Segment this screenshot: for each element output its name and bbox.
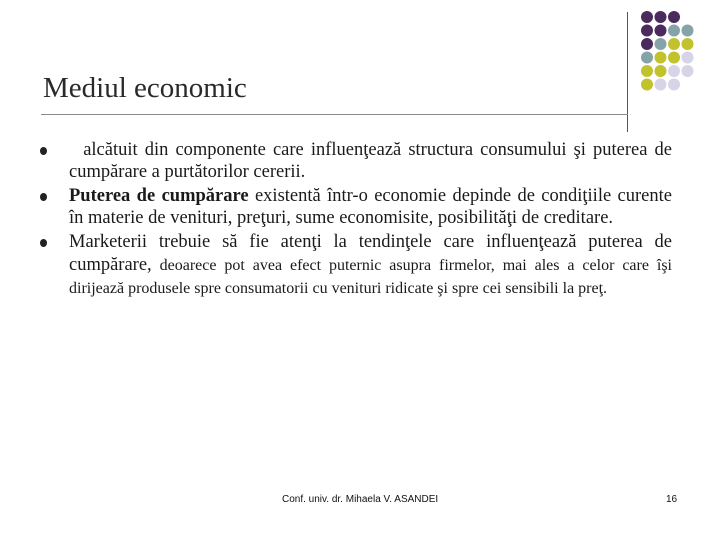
bullet-bold-text: Puterea de cumpărare <box>69 186 249 206</box>
decorative-dot <box>682 52 694 64</box>
decorative-dot <box>682 65 694 77</box>
decorative-dot <box>655 79 667 91</box>
bullet-dot-icon <box>40 147 47 155</box>
decorative-dot <box>655 38 667 50</box>
bullet-item-1 <box>40 140 677 183</box>
decorative-dot <box>641 38 653 50</box>
footer-author: Conf. univ. dr. Mihaela V. ASANDEI <box>282 494 439 505</box>
decorative-dot <box>668 65 680 77</box>
decorative-dot <box>641 52 653 64</box>
decorative-dot <box>641 11 653 23</box>
decorative-dot <box>641 25 653 37</box>
decorative-dot <box>668 52 680 64</box>
decorative-dot <box>655 52 667 64</box>
decorative-dot <box>668 25 680 37</box>
decorative-dot <box>655 25 667 37</box>
bullet-text: Marketerii trebuie să fie atenţi la tendinţele care influenţează puterea de cumpărare, <box>69 232 672 275</box>
decorative-dot <box>668 11 680 23</box>
decorative-dot <box>641 65 653 77</box>
decorative-dot <box>668 38 680 50</box>
bullet-item-3 <box>40 232 672 300</box>
bullet-item-2 <box>40 186 672 229</box>
bullet-dot-icon <box>40 239 47 247</box>
decorative-dot <box>668 79 680 91</box>
decorative-dot <box>682 38 694 50</box>
bullet-list <box>40 140 677 303</box>
decorative-dot <box>682 25 694 37</box>
decorative-dot <box>655 11 667 23</box>
bullet-small-text: deoarece pot avea efect puternic asupra firmelor, mai ales a celor care îşi dirijează produsele spre consumatorii cu venituri ridicate şi spre cei sensibili la preţ. <box>69 256 672 297</box>
title-underline <box>41 114 628 115</box>
slide-title: Mediul economic <box>43 72 247 104</box>
bullet-text: alcătuit din componente care influenţează structura consumului şi puterea de cumpărare a purtătorilor cererii. <box>69 140 677 182</box>
bullet-dot-icon <box>40 193 47 201</box>
decorative-dot <box>641 79 653 91</box>
page-number: 16 <box>666 494 678 505</box>
bullet-text: existentă într-o economie depinde de condiţiile curente în materie de venituri, preţuri, sume economisite, posibilităţi de creditare. <box>69 186 672 228</box>
decorative-dot <box>655 65 667 77</box>
